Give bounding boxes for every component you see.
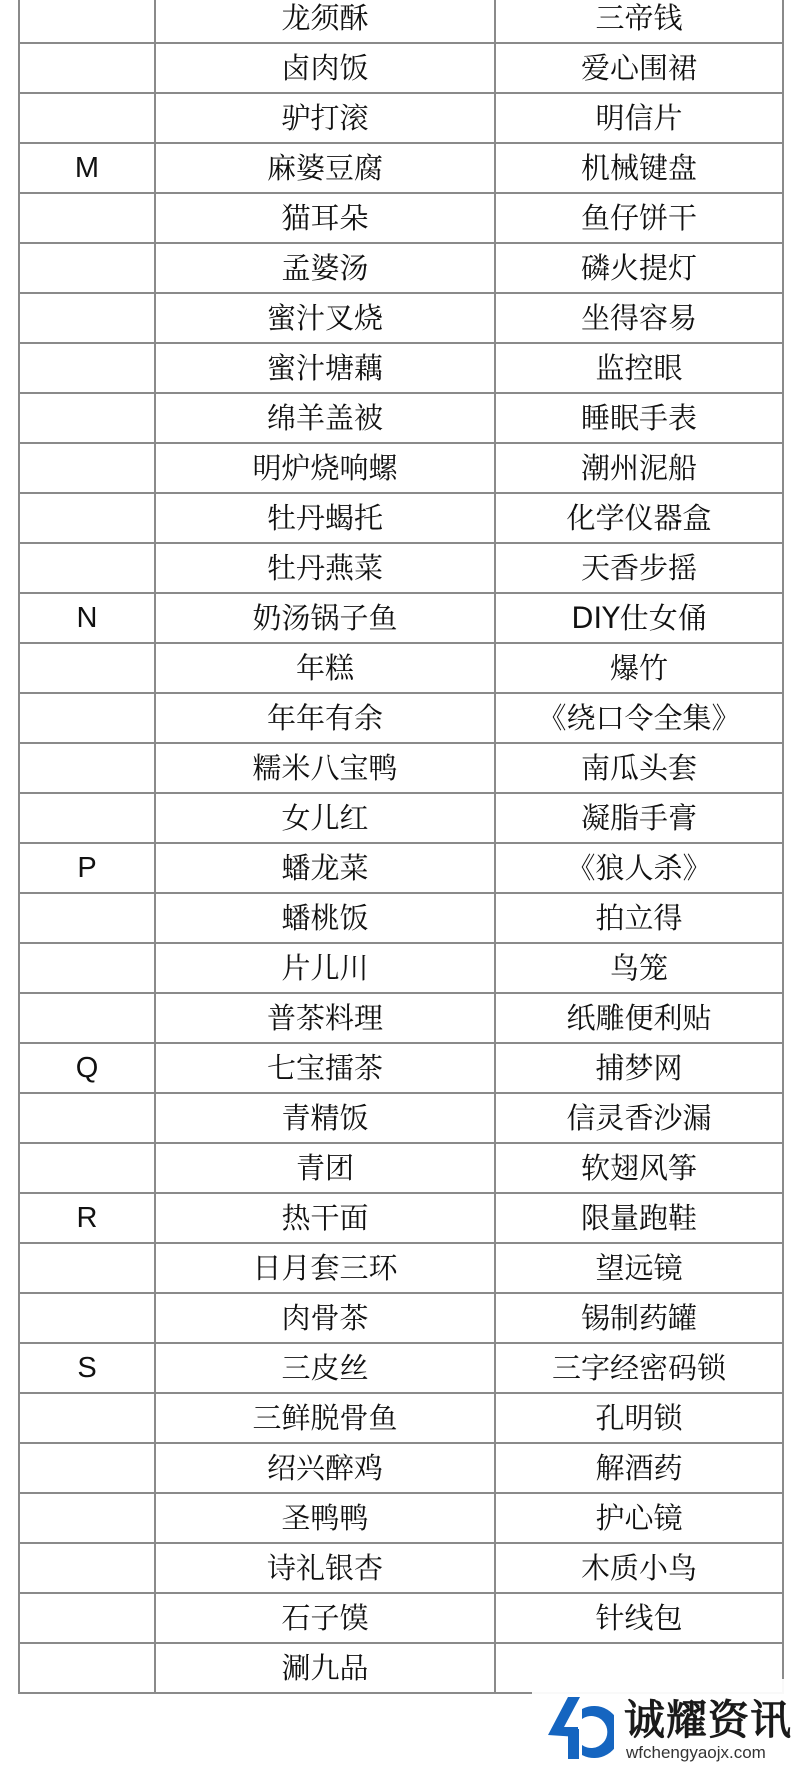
- watermark-url: wfchengyaojx.com: [626, 1743, 766, 1762]
- table-row: [19, 1593, 783, 1643]
- item-cell: 望远镜: [495, 1243, 783, 1293]
- item-cell: 《绕口令全集》: [495, 693, 783, 743]
- table-row: [19, 643, 783, 693]
- food-cell: 牡丹燕菜: [155, 543, 495, 593]
- letter-cell: [19, 193, 155, 243]
- table-row: [19, 843, 783, 893]
- table-row: [19, 1493, 783, 1543]
- item-cell: 化学仪器盒: [495, 493, 783, 543]
- table-row: [19, 443, 783, 493]
- items-table: [18, 0, 784, 1694]
- table-row: [19, 543, 783, 593]
- item-cell: 木质小鸟: [495, 1543, 783, 1593]
- item-cell: 纸雕便利贴: [495, 993, 783, 1043]
- letter-cell: [19, 893, 155, 943]
- item-cell: 信灵香沙漏: [495, 1093, 783, 1143]
- food-cell: 蜜汁叉烧: [155, 293, 495, 343]
- item-cell: 潮州泥船: [495, 443, 783, 493]
- food-cell: 石子馍: [155, 1593, 495, 1643]
- food-cell: 驴打滚: [155, 93, 495, 143]
- item-cell: 坐得容易: [495, 293, 783, 343]
- table-row: [19, 0, 783, 43]
- letter-cell: [19, 1093, 155, 1143]
- food-cell: 肉骨茶: [155, 1293, 495, 1343]
- letter-cell: [19, 1593, 155, 1643]
- food-cell: 圣鸭鸭: [155, 1493, 495, 1543]
- table-row: [19, 93, 783, 143]
- item-cell: 睡眠手表: [495, 393, 783, 443]
- table-row: [19, 593, 783, 643]
- food-cell: 女儿红: [155, 793, 495, 843]
- letter-cell: Q: [19, 1043, 155, 1093]
- item-cell: 锡制药罐: [495, 1293, 783, 1343]
- letter-cell: [19, 443, 155, 493]
- food-cell: 蟠龙菜: [155, 843, 495, 893]
- item-cell: 爱心围裙: [495, 43, 783, 93]
- table-row: [19, 1293, 783, 1343]
- food-cell: 奶汤锅子鱼: [155, 593, 495, 643]
- brand-logo-icon: [538, 1689, 614, 1765]
- food-cell: 三鲜脱骨鱼: [155, 1393, 495, 1443]
- table-row: [19, 1543, 783, 1593]
- table-row: [19, 693, 783, 743]
- food-cell: 日月套三环: [155, 1243, 495, 1293]
- food-cell: 蟠桃饭: [155, 893, 495, 943]
- letter-cell: [19, 1443, 155, 1493]
- table-row: [19, 1243, 783, 1293]
- item-cell: 爆竹: [495, 643, 783, 693]
- food-cell: 孟婆汤: [155, 243, 495, 293]
- table-row: [19, 43, 783, 93]
- letter-cell: R: [19, 1193, 155, 1243]
- item-cell: 南瓜头套: [495, 743, 783, 793]
- table-row: [19, 1343, 783, 1393]
- watermark: [532, 1679, 800, 1777]
- letter-cell: [19, 693, 155, 743]
- table-row: [19, 293, 783, 343]
- letter-cell: [19, 1643, 155, 1693]
- letter-cell: [19, 1543, 155, 1593]
- food-cell: 诗礼银杏: [155, 1543, 495, 1593]
- letter-cell: [19, 293, 155, 343]
- letter-cell: M: [19, 143, 155, 193]
- letter-cell: [19, 543, 155, 593]
- item-cell: 护心镜: [495, 1493, 783, 1543]
- item-cell: 监控眼: [495, 343, 783, 393]
- food-cell: 绵羊盖被: [155, 393, 495, 443]
- letter-cell: [19, 743, 155, 793]
- table-row: [19, 493, 783, 543]
- table-row: [19, 1443, 783, 1493]
- item-cell: 三字经密码锁: [495, 1343, 783, 1393]
- table-row: [19, 993, 783, 1043]
- food-cell: 糯米八宝鸭: [155, 743, 495, 793]
- food-cell: 龙须酥: [155, 0, 495, 43]
- letter-cell: [19, 343, 155, 393]
- table-body: [19, 0, 783, 1693]
- table-row: [19, 1193, 783, 1243]
- item-cell: 《狼人杀》: [495, 843, 783, 893]
- letter-cell: [19, 393, 155, 443]
- letter-cell: [19, 43, 155, 93]
- table-row: [19, 1043, 783, 1093]
- item-cell: 天香步摇: [495, 543, 783, 593]
- letter-cell: P: [19, 843, 155, 893]
- food-cell: 蜜汁塘藕: [155, 343, 495, 393]
- letter-cell: [19, 1393, 155, 1443]
- letter-cell: [19, 0, 155, 43]
- table-row: [19, 143, 783, 193]
- letter-cell: [19, 1493, 155, 1543]
- letter-cell: N: [19, 593, 155, 643]
- food-cell: 绍兴醉鸡: [155, 1443, 495, 1493]
- letter-cell: [19, 943, 155, 993]
- item-cell: 拍立得: [495, 893, 783, 943]
- item-cell: 限量跑鞋: [495, 1193, 783, 1243]
- table-row: [19, 1093, 783, 1143]
- food-cell: 卤肉饭: [155, 43, 495, 93]
- food-cell: 热干面: [155, 1193, 495, 1243]
- table-row: [19, 393, 783, 443]
- table-row: [19, 1393, 783, 1443]
- table-row: [19, 743, 783, 793]
- table-row: [19, 793, 783, 843]
- food-cell: 三皮丝: [155, 1343, 495, 1393]
- food-cell: 普茶料理: [155, 993, 495, 1043]
- food-cell: 年糕: [155, 643, 495, 693]
- item-cell: 鱼仔饼干: [495, 193, 783, 243]
- letter-cell: [19, 243, 155, 293]
- item-cell: 针线包: [495, 1593, 783, 1643]
- item-cell: 鸟笼: [495, 943, 783, 993]
- watermark-name: 诚耀资讯: [624, 1696, 792, 1744]
- letter-cell: [19, 493, 155, 543]
- food-cell: 七宝擂茶: [155, 1043, 495, 1093]
- item-cell: 机械键盘: [495, 143, 783, 193]
- table-row: [19, 193, 783, 243]
- table-row: [19, 1143, 783, 1193]
- food-cell: 青团: [155, 1143, 495, 1193]
- item-cell: 软翅风筝: [495, 1143, 783, 1193]
- food-cell: 牡丹蝎托: [155, 493, 495, 543]
- table-row: [19, 343, 783, 393]
- item-cell: 凝脂手膏: [495, 793, 783, 843]
- item-cell: DIY仕女俑: [495, 593, 783, 643]
- food-cell: 麻婆豆腐: [155, 143, 495, 193]
- letter-cell: [19, 1243, 155, 1293]
- table-row: [19, 893, 783, 943]
- letter-cell: [19, 643, 155, 693]
- item-cell: 解酒药: [495, 1443, 783, 1493]
- table-row: [19, 943, 783, 993]
- food-cell: 猫耳朵: [155, 193, 495, 243]
- letter-cell: [19, 1143, 155, 1193]
- food-cell: 明炉烧响螺: [155, 443, 495, 493]
- item-cell: 捕梦网: [495, 1043, 783, 1093]
- letter-cell: [19, 1293, 155, 1343]
- table-row: [19, 243, 783, 293]
- letter-cell: [19, 93, 155, 143]
- food-cell: 青精饭: [155, 1093, 495, 1143]
- item-cell: 孔明锁: [495, 1393, 783, 1443]
- food-cell: 涮九品: [155, 1643, 495, 1693]
- letter-cell: S: [19, 1343, 155, 1393]
- food-cell: 年年有余: [155, 693, 495, 743]
- letter-cell: [19, 993, 155, 1043]
- item-cell: 磷火提灯: [495, 243, 783, 293]
- item-cell: 三帝钱: [495, 0, 783, 43]
- food-cell: 片儿川: [155, 943, 495, 993]
- item-cell: 明信片: [495, 93, 783, 143]
- letter-cell: [19, 793, 155, 843]
